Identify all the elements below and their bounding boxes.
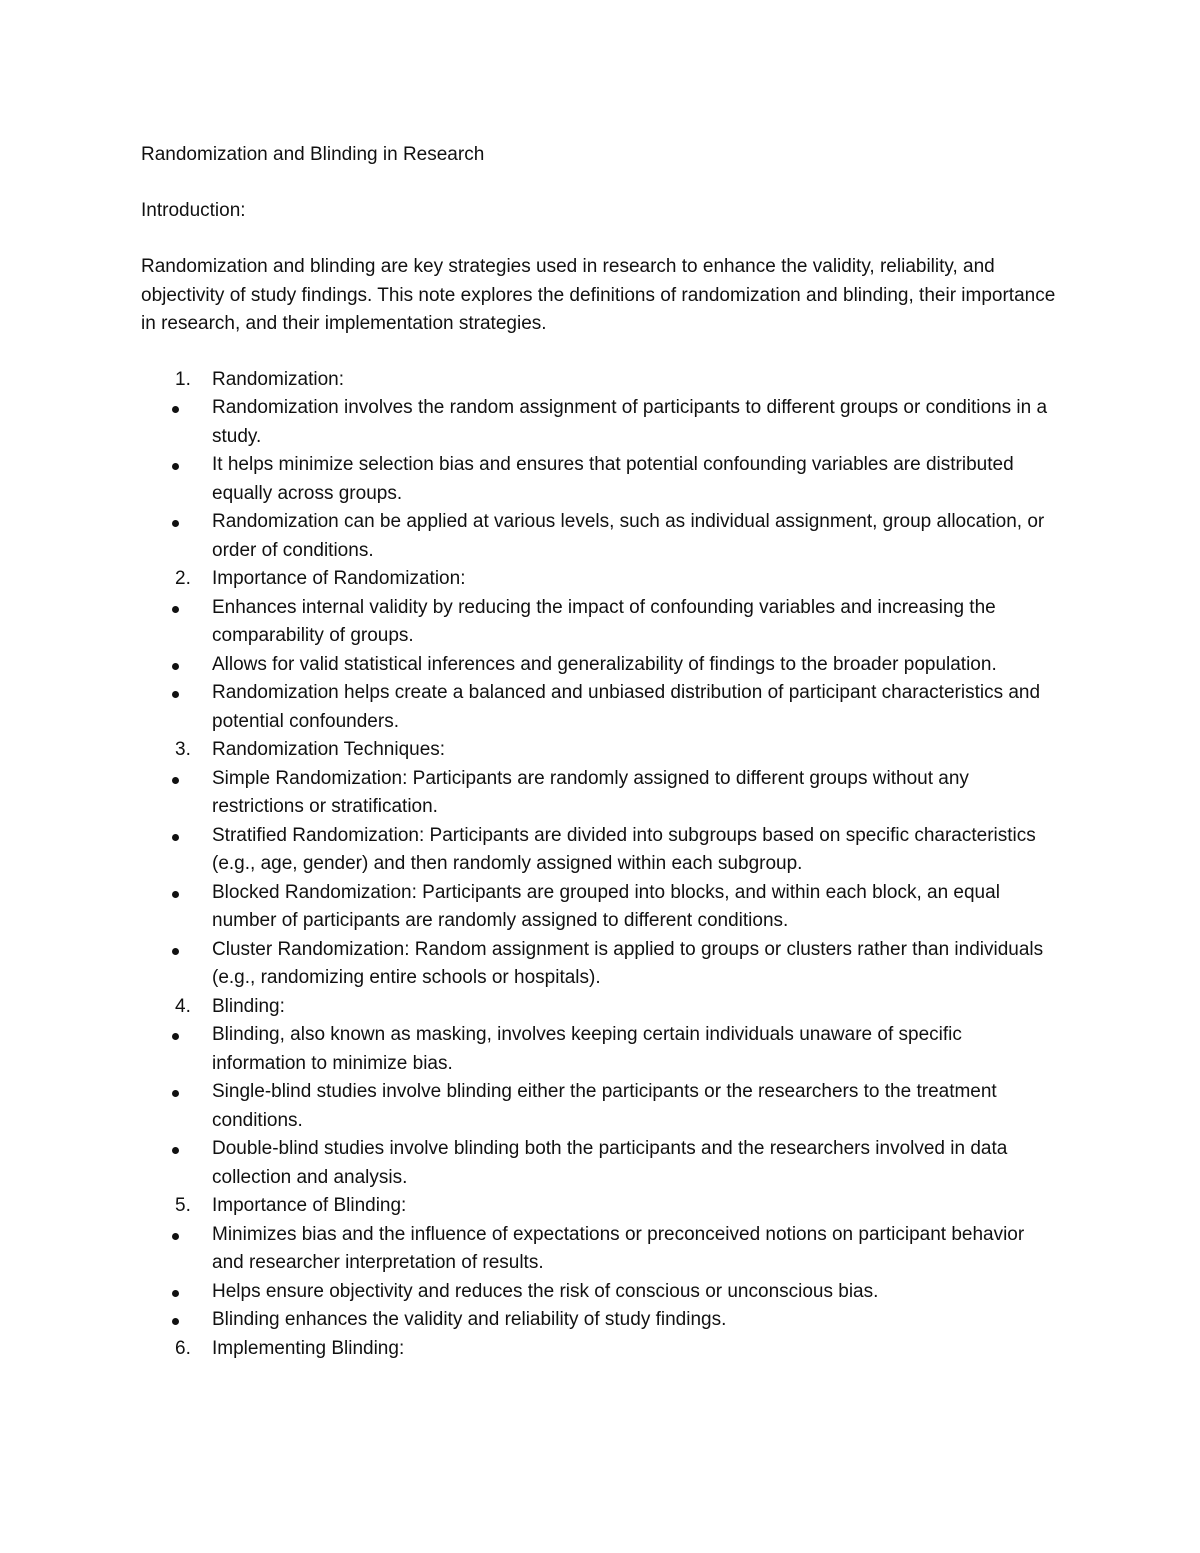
bullet-icon xyxy=(172,663,179,670)
section-number: 1. xyxy=(175,368,191,390)
bullet-text: It helps minimize selection bias and ensures that potential confounding variables are distributed equally across groups. xyxy=(212,454,1014,504)
bullet-text: Allows for valid statistical inferences and generalizability of findings to the broader population. xyxy=(212,653,997,675)
bullet-icon xyxy=(172,406,179,413)
bullet-item xyxy=(141,1021,1061,1078)
section-heading xyxy=(141,993,1061,1022)
bullet-icon xyxy=(172,606,179,613)
section-number: 6. xyxy=(175,1337,191,1359)
bullet-text: Stratified Randomization: Participants are divided into subgroups based on specific characteristics (e.g., age, gender) and then randomly assigned within each subgroup. xyxy=(212,824,1036,874)
section-heading-text: Blinding: xyxy=(212,995,285,1017)
bullet-item xyxy=(141,822,1061,879)
bullet-icon xyxy=(172,1318,179,1325)
section-heading xyxy=(141,1335,1061,1364)
section-heading xyxy=(141,1192,1061,1221)
bullet-item xyxy=(141,679,1061,736)
bullet-item xyxy=(141,1278,1061,1307)
section-heading xyxy=(141,366,1061,395)
bullet-icon xyxy=(172,463,179,470)
bullet-item xyxy=(141,394,1061,451)
bullet-icon xyxy=(172,1033,179,1040)
intro-label: Introduction: xyxy=(141,200,246,221)
bullet-item xyxy=(141,936,1061,993)
bullet-icon xyxy=(172,948,179,955)
section-heading xyxy=(141,565,1061,594)
bullet-icon xyxy=(172,834,179,841)
section-heading-text: Importance of Randomization: xyxy=(212,568,466,589)
bullet-item xyxy=(141,1221,1061,1278)
bullet-icon xyxy=(172,1090,179,1097)
section-number: 3. xyxy=(175,739,191,760)
bullet-text: Blocked Randomization: Participants are grouped into blocks, and within each block, an equal number of participants are randomly assigned to different conditions. xyxy=(212,881,1000,931)
bullet-icon xyxy=(172,691,179,698)
section-heading-text: Implementing Blinding: xyxy=(212,1337,405,1359)
bullet-text: Randomization involves the random assignment of participants to different groups or conditions in a study. xyxy=(212,397,1048,447)
section-number: 2. xyxy=(175,568,191,589)
bullet-icon xyxy=(172,1233,179,1240)
bullet-item xyxy=(141,1306,1061,1335)
section-number: 4. xyxy=(175,995,191,1017)
bullet-item xyxy=(141,1135,1061,1192)
section-number: 5. xyxy=(175,1195,191,1216)
bullet-text: Simple Randomization: Participants are randomly assigned to different groups without any restrictions or stratification. xyxy=(212,767,969,817)
section-heading-text: Importance of Blinding: xyxy=(212,1195,407,1216)
bullet-item xyxy=(141,508,1061,565)
bullet-text: Blinding, also known as masking, involves keeping certain individuals unaware of specific information to minimize bias. xyxy=(212,1024,962,1074)
bullet-item xyxy=(141,651,1061,680)
bullet-icon xyxy=(172,777,179,784)
bullet-text: Helps ensure objectivity and reduces the risk of conscious or unconscious bias. xyxy=(212,1280,879,1302)
document-page xyxy=(141,141,1061,1382)
section-heading-text: Randomization: xyxy=(212,368,345,390)
bullet-text: Enhances internal validity by reducing the impact of confounding variables and increasing the comparability of groups. xyxy=(212,596,996,646)
bullet-item xyxy=(141,765,1061,822)
bullet-text: Minimizes bias and the influence of expectations or preconceived notions on participant behavior and researcher interpretation of results. xyxy=(212,1223,1025,1273)
bullet-item xyxy=(141,1078,1061,1135)
bullet-item xyxy=(141,879,1061,936)
outline-list xyxy=(141,366,1061,1364)
section-heading xyxy=(141,736,1061,765)
intro-paragraph: Randomization and blinding are key strategies used in research to enhance the validity, reliability, and objectivity of study findings. This note explores the definitions of randomization and blinding, their importance in research, and their implementation strategies. xyxy=(141,256,1056,334)
section-heading-text: Randomization Techniques: xyxy=(212,739,446,760)
bullet-text: Blinding enhances the validity and reliability of study findings. xyxy=(212,1309,727,1330)
bullet-item xyxy=(141,451,1061,508)
bullet-text: Randomization can be applied at various levels, such as individual assignment, group allocation, or order of conditions. xyxy=(212,511,1045,561)
bullet-icon xyxy=(172,891,179,898)
bullet-text: Randomization helps create a balanced and unbiased distribution of participant characteristics and potential confounders. xyxy=(212,682,1041,732)
bullet-icon xyxy=(172,520,179,527)
bullet-icon xyxy=(172,1147,179,1154)
bullet-icon xyxy=(172,1290,179,1297)
bullet-text: Single-blind studies involve blinding either the participants or the researchers to the treatment conditions. xyxy=(212,1081,997,1131)
bullet-item xyxy=(141,594,1061,651)
document-title: Randomization and Blinding in Research xyxy=(141,144,485,165)
bullet-text: Cluster Randomization: Random assignment is applied to groups or clusters rather than individuals (e.g., randomizing entire schools or hospitals). xyxy=(212,938,1044,988)
bullet-text: Double-blind studies involve blinding both the participants and the researchers involved in data collection and analysis. xyxy=(212,1138,1008,1188)
